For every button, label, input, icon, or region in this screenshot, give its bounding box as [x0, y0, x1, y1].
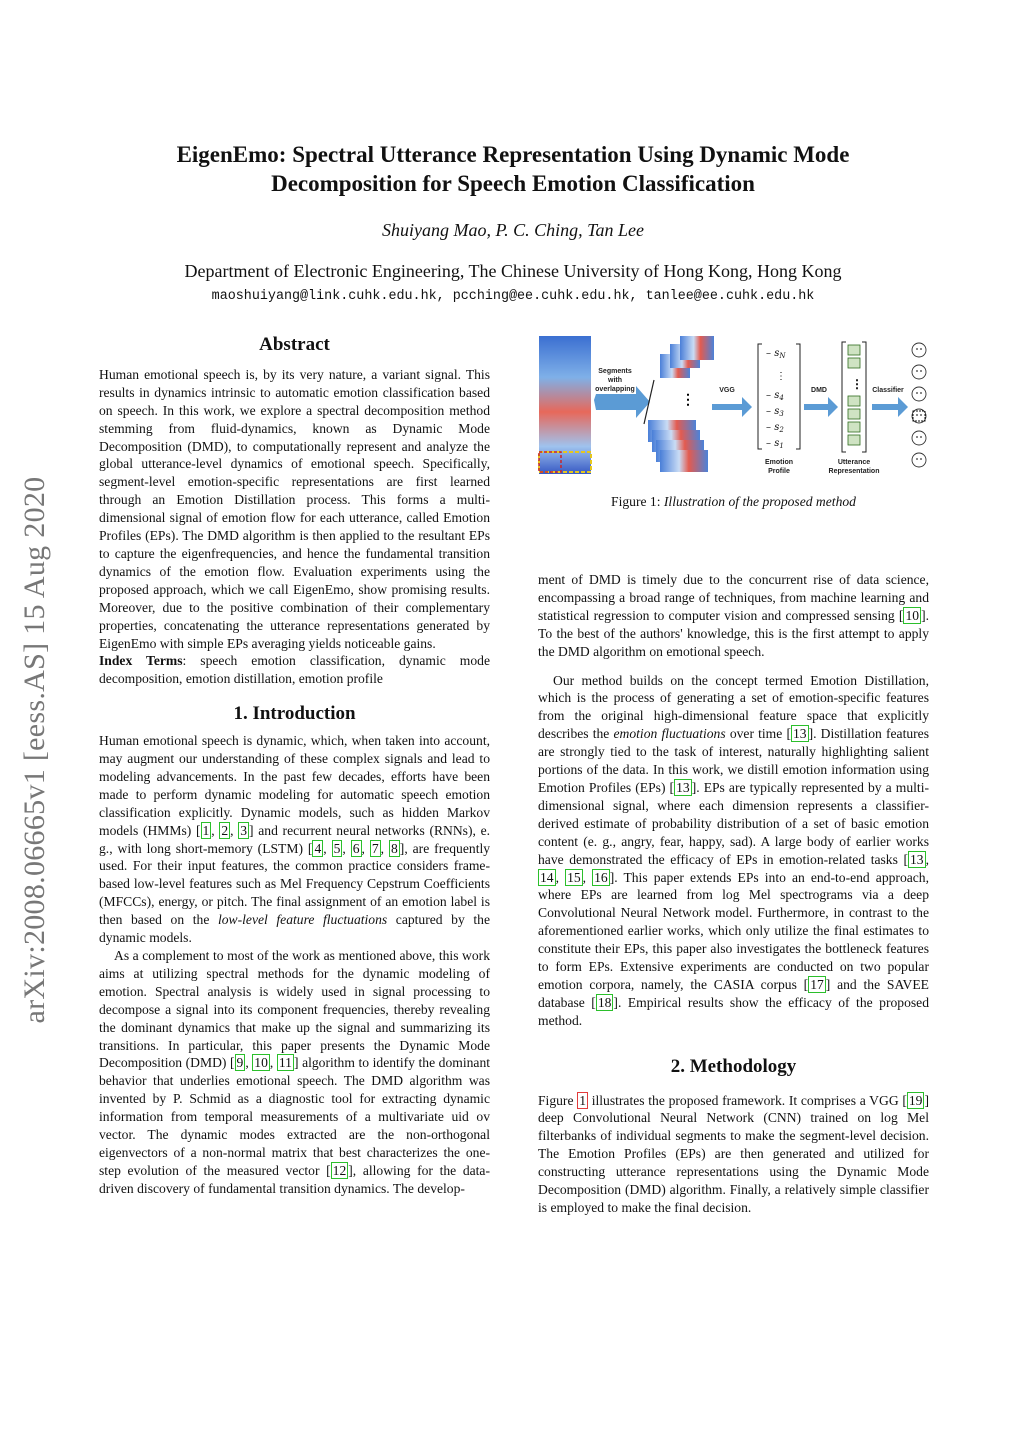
ellipsis-icon: ⋮ — [776, 371, 786, 382]
citation[interactable]: 6 — [352, 840, 360, 856]
paper-title — [100, 140, 926, 198]
figure-reference[interactable]: 1 — [579, 1092, 586, 1108]
svg-text:Profile: Profile — [768, 468, 790, 475]
segment-spectrogram — [660, 450, 708, 472]
title-line-2: Decomposition for Speech Emotion Classification — [271, 171, 755, 196]
vector-s2: – $s_2$ — [766, 422, 784, 434]
citation[interactable]: 14 — [540, 869, 554, 885]
vector-s3: – $s_3$ — [766, 406, 784, 418]
vector-sN: – $s_N$ — [766, 348, 786, 360]
abstract-text: Human emotional speech is, by its very nature, a variant signal. This results in dynamics intrinsic to automatic emotion classification based on speech. In this work, we explore a spectral decomposition method stemming from fluid-dynamics, known as Dynamic Mode Decomposition (DMD), to computationally represent and analyze the global utterance-level dynamics of emotional speech. Specifically, segment-level emotion-specific representations are first learned through an Emotion Distillation process. This forms a multi-dimensional signal of emotion flow for each utterance, called Emotion Profiles (EPs). The DMD algorithm is then applied to the resultant EPs to capture the eigenfrequencies, and hence the fundamental transition dynamics of the emotion flow. Evaluation experiments using the proposed approach, which we call EigenEmo, show promising results. Moreover, due to the positive combination of their complementary properties, concatenating the utterance representations generated by EigenEmo with simple EPs averaging yields noticeable gains. — [99, 366, 490, 651]
feature-cell — [848, 345, 860, 355]
bracket-right — [796, 344, 800, 449]
bracket-left — [758, 344, 762, 449]
feature-cell — [848, 435, 860, 445]
feature-cell — [848, 409, 860, 419]
svg-text:Segments: Segments — [598, 368, 632, 375]
emotion-face-icon — [912, 365, 926, 379]
vector-s1: – $s_1$ — [766, 438, 784, 450]
citation[interactable]: 10 — [254, 1055, 268, 1071]
citation[interactable]: 19 — [908, 1092, 923, 1108]
abstract-heading: Abstract — [259, 334, 330, 355]
bracket-right — [862, 342, 866, 452]
ellipsis-icon: ⋮ — [681, 393, 695, 408]
methodology-heading: 2. Methodology — [670, 1055, 797, 1077]
index-terms: Index Terms: speech emotion classification, dynamic mode decomposition, emotion distillation, emotion profile — [99, 653, 490, 687]
arxiv-identifier: arXiv:2008.06665v1 [eess.AS] 15 Aug 2020 — [18, 476, 51, 1024]
citation[interactable]: 13 — [676, 779, 690, 795]
bracket-left — [842, 342, 846, 452]
citation[interactable]: 15 — [567, 869, 581, 885]
figure-1-caption: Figure 1: Illustration of the proposed method — [611, 494, 856, 509]
left-column — [99, 336, 490, 1198]
ellipsis-icon: ⋮ — [851, 377, 863, 391]
authors: Shuiyang Mao, P. C. Ching, Tan Lee — [381, 220, 645, 240]
citation[interactable]: 2 — [221, 822, 229, 838]
figure-1-diagram — [536, 334, 931, 479]
svg-text:Emotion: Emotion — [765, 459, 793, 466]
citation[interactable]: 4 — [314, 840, 322, 856]
feature-cell — [848, 422, 860, 432]
emotion-face-icon — [912, 431, 926, 445]
framework-diagram — [536, 334, 931, 479]
title-line-1: EigenEmo: Spectral Utterance Representation Using Dynamic Mode — [176, 142, 850, 167]
emotion-face-icon — [912, 343, 926, 357]
affiliation: Department of Electronic Engineering, The Chinese University of Hong Kong, Hong Kong — [184, 261, 842, 281]
svg-text:DMD: DMD — [811, 387, 827, 394]
emotion-face-icon — [912, 387, 926, 401]
citation[interactable]: 9 — [236, 1055, 244, 1071]
citation[interactable]: 16 — [594, 869, 608, 885]
right-paragraph-1: ment of DMD is timely due to the concurrent rise of data science, encompassing a broad range of techniques, from machine learning and statistical regression to computer vision and compressed sensing [ 10 ]. To the best of the authors' knowledge, this is the first attempt to apply the DMD algorithm on emotional speech. — [538, 572, 929, 659]
svg-text:Representation: Representation — [828, 468, 880, 475]
feature-cell — [848, 358, 860, 368]
citation[interactable]: 13 — [910, 851, 924, 867]
citation[interactable]: 12 — [332, 1162, 347, 1178]
svg-text:overlapping: overlapping — [595, 386, 635, 393]
svg-text:with: with — [608, 377, 622, 384]
arrow-icon — [712, 397, 752, 417]
right-paragraph-2: Our method builds on the concept termed Emotion Distillation, which is the process of generating a set of emotion-specific features from the original high-dimensional feature space that explicitly describes the emotion fluctuations over time [ 13 ]. Distillation features are strongly tied to the task of interest, naturally highlighting salient portions of the data. In this work, we distill emotion information using Emotion Profiles (EPs) [ 13 ]. EPs are typically represented by a multi-dimensional signal, where each dimension represents a classifier-derived estimate of probability distribution of a set of basic emotion content (e. g., angry, fear, happy, sad). A large body of earlier works have demonstrated the efficacy of EPs in emotion-related tasks [ 13 , 14 , 15 , 16 ]. This paper extends EPs into an end-to-end approach, where EPs are learned from log Mel spectrograms via a deep Convolutional Neural Network model. Furthermore, in contrast to the aforementioned earlier works, which only utilize the final estimates to constitute their EPs, this paper also investigates the bottleneck features to form EPs. Extensive experiments are conducted on two popular emotion corpora, namely, the CASIA corpus [ 17 ] and the SAVEE database [ 18 ]. Empirical results show the efficacy of the proposed method. — [538, 672, 930, 1028]
spectrogram-image — [539, 336, 591, 474]
feature-cell — [848, 396, 860, 406]
citation[interactable]: 11 — [278, 1055, 292, 1071]
svg-text:VGG: VGG — [719, 387, 735, 394]
right-column — [538, 571, 929, 1217]
arrow-icon — [872, 397, 908, 417]
citation[interactable]: 3 — [240, 822, 248, 838]
svg-text:Classifier: Classifier — [872, 387, 904, 394]
citation[interactable]: 5 — [333, 840, 341, 856]
citation[interactable]: 13 — [792, 726, 807, 742]
segment-spectrogram — [680, 336, 714, 360]
vector-s4: – $s_4$ — [766, 390, 784, 402]
intro-paragraph-1: Human emotional speech is dynamic, which, when taken into account, may augment our understanding of these complex signals and lead to modeling advancements. In the past few decades, efforts have been made to perform dynamic modeling for automatic speech emotion classification explicitly. Dynamic models, such as hidden Markov models (HMMs) [ 1 , 2 , 3 ] and recurrent neural networks (RNNs), e. g., with long short-memory (LSTM) [ 4 , 5 , 6 , 7 , 8 ], are frequently used. For their input features, the common practice considers frame-based low-level features such as Mel Frequency Cepstrum Coefficients (MFCCs), energy, or pitch. The final assignment of an emotion label is then based on the low-level feature fluctuations captured by the dynamic models. — [99, 733, 491, 946]
citation[interactable]: 1 — [202, 822, 210, 838]
introduction-heading: 1. Introduction — [233, 703, 356, 725]
intro-paragraph-2: As a complement to most of the work as mentioned above, this work aims at utilizing spectral methods for the dynamic modeling of emotion. Spectral analysis is widely used in signal processing to decompose a signal into its component frequencies, thereby revealing the dominant dynamics that make up the signal and summarizing its transitions. In particular, this paper presents the Dynamic Mode Decomposition (DMD) [ 9 , 10 , 11 ] algorithm to identify the dominant behavior that underlies emotional speech. The DMD algorithm was invented by P. Schmid as a diagnostic tool for extracting dynamic information from temporal measurements of a multivariate uid ov vector. The dynamic modes extracted are the non-orthogonal eigenvectors of a non-normal matrix that best characterizes the one-step evolution of the measured vector [ 12 ], allowing for the data-driven discovery of fundamental transition dynamics. The develop- — [99, 948, 491, 1196]
arrow-icon — [804, 397, 838, 417]
citation[interactable]: 17 — [810, 976, 824, 992]
svg-text:Utterance: Utterance — [837, 459, 871, 466]
citation[interactable]: 8 — [391, 840, 398, 856]
citation[interactable]: 10 — [905, 607, 920, 623]
method-paragraph-1: Figure 1 illustrates the proposed framework. It comprises a VGG [ 19 ] deep Convolutional Neural Network (CNN) trained on log Mel filterbanks of individual segments to make the segment-level decision. The Emotion Profiles (EPs) are then generated and utilized for constructing utterance representations using the Dynamic Mode Decomposition (DMD) algorithm. Finally, a relatively simple classifier is employed to make the final decision. — [538, 1092, 929, 1215]
citation[interactable]: 18 — [597, 994, 612, 1010]
emotion-face-icon — [912, 453, 926, 467]
author-emails: maoshuiyang@link.cuhk.edu.hk, pcching@ee.cuhk.edu.hk, tanlee@ee.cuhk.edu.hk — [211, 289, 815, 304]
citation[interactable]: 7 — [371, 840, 379, 856]
